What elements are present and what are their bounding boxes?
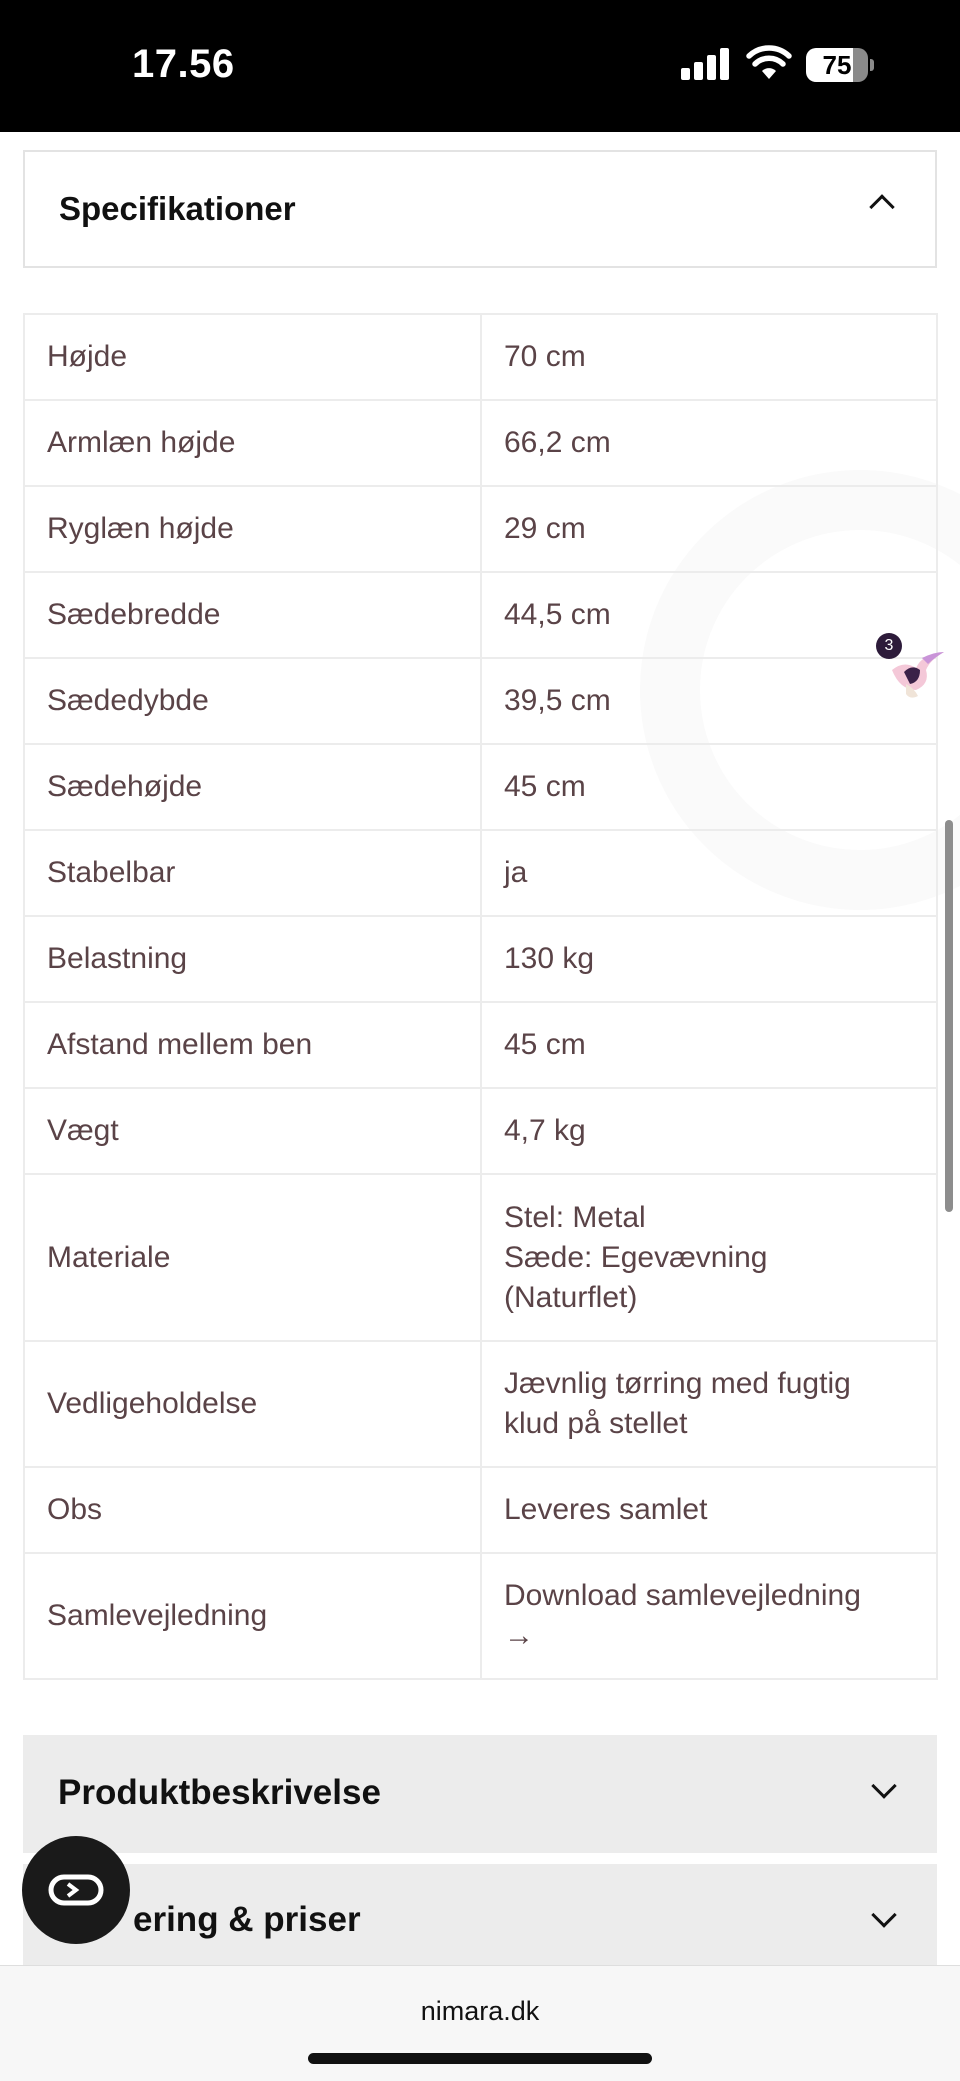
spec-value-line: ja bbox=[504, 856, 528, 889]
delivery-prices-accordion[interactable] bbox=[23, 1864, 937, 1974]
spec-label: Vedligeholdelse bbox=[24, 1341, 481, 1467]
spec-value bbox=[481, 486, 937, 572]
product-description-title: Produktbeskrivelse bbox=[58, 1773, 381, 1812]
spec-row bbox=[24, 1341, 937, 1467]
spec-row bbox=[24, 572, 937, 658]
spec-row bbox=[24, 400, 937, 486]
status-time: 17.56 bbox=[132, 42, 235, 86]
spec-value-line: 45 cm bbox=[504, 1028, 586, 1061]
spec-row bbox=[24, 1002, 937, 1088]
download-assembly-link[interactable] bbox=[481, 1553, 937, 1679]
specifications-table bbox=[23, 313, 938, 1680]
spec-value-line: 130 kg bbox=[504, 942, 595, 975]
spec-label: Højde bbox=[24, 314, 481, 400]
spec-row bbox=[24, 486, 937, 572]
spec-value bbox=[481, 658, 937, 744]
spec-value bbox=[481, 1467, 937, 1553]
signal-icon bbox=[681, 48, 731, 80]
battery-level: 75 bbox=[822, 50, 852, 80]
spec-value-line: klud på stellet bbox=[504, 1407, 688, 1440]
home-indicator[interactable] bbox=[308, 2053, 652, 2064]
spec-value bbox=[481, 1341, 937, 1467]
spec-value-line: 70 cm bbox=[504, 340, 586, 373]
battery-icon bbox=[806, 48, 872, 82]
spec-label: Vægt bbox=[24, 1088, 481, 1174]
spec-row bbox=[24, 1174, 937, 1341]
hummingbird-widget-icon[interactable] bbox=[890, 650, 946, 704]
spec-value-line[interactable]: Download samlevejledning bbox=[504, 1579, 861, 1612]
spec-row bbox=[24, 658, 937, 744]
scrollbar[interactable] bbox=[945, 820, 953, 1212]
spec-value-line[interactable]: → bbox=[504, 1619, 534, 1652]
spec-value bbox=[481, 830, 937, 916]
spec-label: Sædebredde bbox=[24, 572, 481, 658]
spec-value bbox=[481, 314, 937, 400]
spec-value-line: 44,5 cm bbox=[504, 598, 611, 631]
spec-label: Armlæn højde bbox=[24, 400, 481, 486]
spec-value-line: 39,5 cm bbox=[504, 684, 611, 717]
spec-value-line: (Naturflet) bbox=[504, 1280, 638, 1314]
spec-row bbox=[24, 1553, 937, 1679]
spec-label: Sædedybde bbox=[24, 658, 481, 744]
spec-value-line: 29 cm bbox=[504, 512, 586, 545]
spec-label: Sædehøjde bbox=[24, 744, 481, 830]
spec-label: Obs bbox=[24, 1467, 481, 1553]
spec-row bbox=[24, 314, 937, 400]
spec-value-line: Sæde: Egevævning bbox=[504, 1240, 768, 1274]
spec-value-line: Jævnlig tørring med fugtig bbox=[504, 1367, 851, 1400]
spec-value-line: Stel: Metal bbox=[504, 1200, 646, 1234]
spec-label: Materiale bbox=[24, 1174, 481, 1341]
spec-label: Ryglæn højde bbox=[24, 486, 481, 572]
spec-label: Afstand mellem ben bbox=[24, 1002, 481, 1088]
spec-value bbox=[481, 1174, 937, 1341]
specifications-title: Specifikationer bbox=[59, 190, 296, 227]
spec-row bbox=[24, 1467, 937, 1553]
spec-label: Belastning bbox=[24, 916, 481, 1002]
spec-value-line: Leveres samlet bbox=[504, 1493, 708, 1526]
spec-value bbox=[481, 1002, 937, 1088]
floating-widget-button[interactable] bbox=[22, 1836, 130, 1944]
status-bar bbox=[0, 0, 960, 132]
spec-value bbox=[481, 916, 937, 1002]
spec-value bbox=[481, 744, 937, 830]
url-text[interactable]: nimara.dk bbox=[420, 1996, 540, 2026]
spec-label: Samlevejledning bbox=[24, 1553, 481, 1679]
spec-value-line: 4,7 kg bbox=[504, 1114, 586, 1147]
delivery-prices-title: ering & priser bbox=[133, 1900, 361, 1939]
chevron-down-icon[interactable] bbox=[871, 1773, 896, 1798]
notification-badge: 3 bbox=[876, 633, 902, 659]
chevron-down-icon[interactable] bbox=[871, 1902, 896, 1927]
spec-value bbox=[481, 1088, 937, 1174]
spec-value bbox=[481, 400, 937, 486]
spec-row bbox=[24, 916, 937, 1002]
product-description-accordion[interactable] bbox=[23, 1735, 937, 1853]
spec-value-line: 66,2 cm bbox=[504, 426, 611, 459]
spec-row bbox=[24, 1088, 937, 1174]
wifi-icon bbox=[746, 45, 792, 81]
spec-row bbox=[24, 830, 937, 916]
spec-value-line: 45 cm bbox=[504, 770, 586, 803]
spec-label: Stabelbar bbox=[24, 830, 481, 916]
spec-value bbox=[481, 572, 937, 658]
specifications-accordion-header[interactable] bbox=[23, 150, 937, 268]
link-loop-icon bbox=[48, 1870, 104, 1910]
spec-row bbox=[24, 744, 937, 830]
